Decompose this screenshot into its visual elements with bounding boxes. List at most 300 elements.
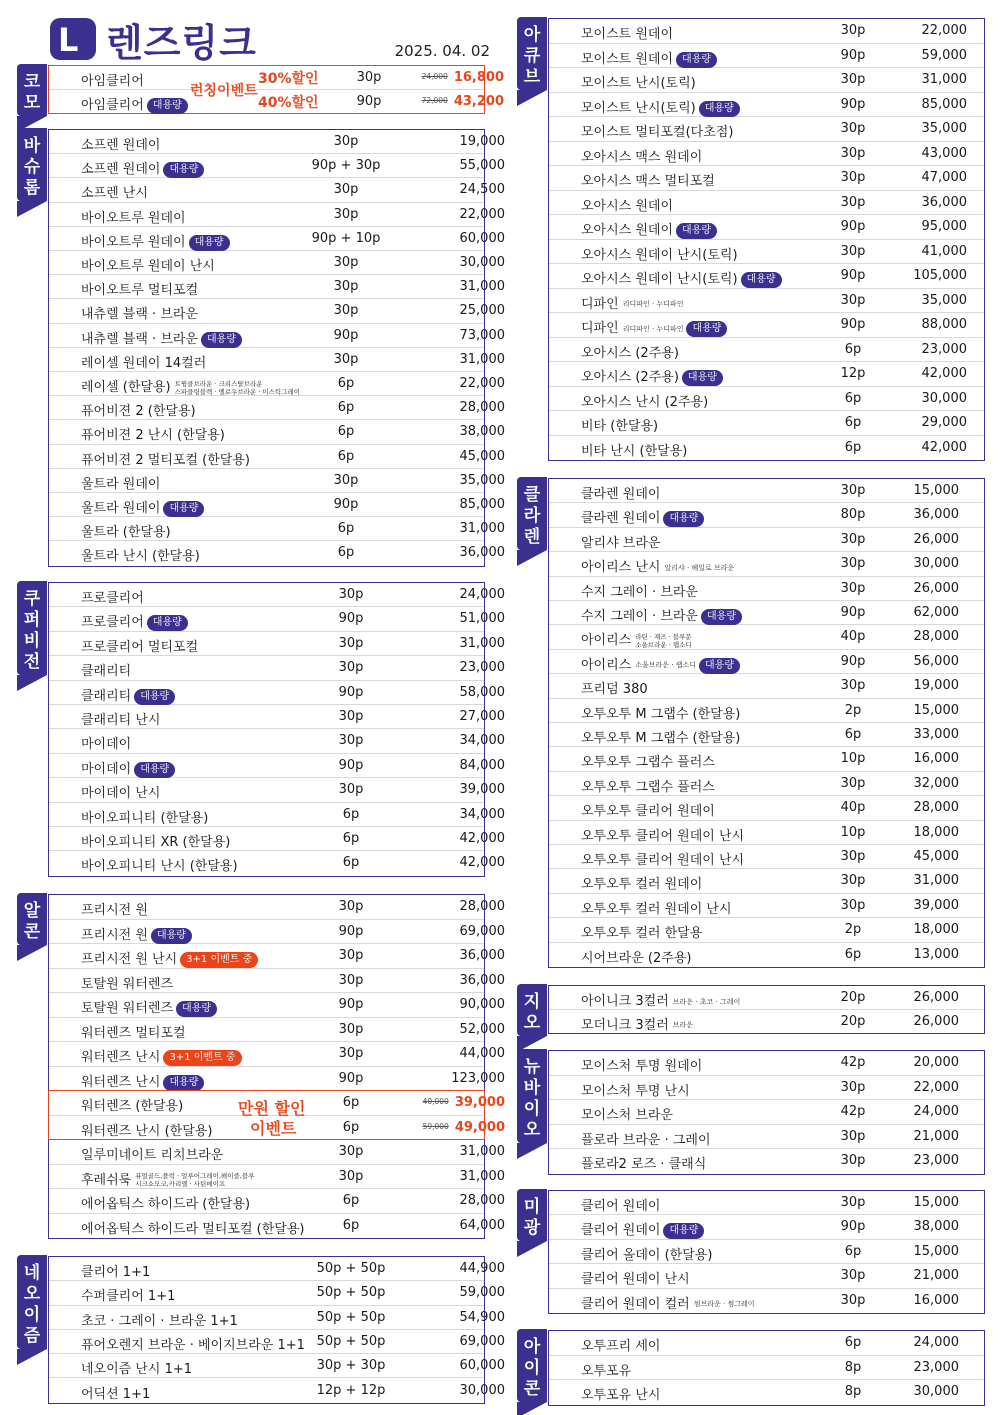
product-row bbox=[49, 130, 505, 154]
price-value: 23,000 bbox=[913, 1359, 959, 1375]
product-quantity: 30p bbox=[333, 255, 359, 270]
price-value: 26,000 bbox=[913, 531, 959, 547]
product-row bbox=[49, 275, 505, 299]
product-row bbox=[49, 803, 505, 827]
product-quantity: 30p bbox=[840, 1268, 866, 1284]
product-quantity: 90p bbox=[840, 268, 866, 283]
product-name bbox=[81, 1193, 250, 1212]
product-row bbox=[49, 1281, 505, 1305]
product-name-text: 아이니크 3컬러 bbox=[581, 994, 669, 1009]
price-value: 31,000 bbox=[459, 1144, 505, 1159]
product-name-text: 클라렌 원데이 bbox=[581, 511, 661, 527]
price-value: 31,000 bbox=[459, 521, 505, 537]
product-row bbox=[549, 1331, 984, 1356]
price-value: 52,000 bbox=[459, 1021, 505, 1037]
product-quantity: 6p bbox=[342, 831, 360, 846]
price-value: 73,000 bbox=[459, 327, 505, 343]
product-quantity: 10p bbox=[840, 824, 866, 840]
product-price bbox=[409, 1022, 505, 1037]
section-tab-miguang bbox=[517, 1189, 547, 1241]
section-tab-char: 오 bbox=[23, 1284, 41, 1304]
product-row bbox=[549, 552, 984, 576]
product-quantity: 30p bbox=[356, 70, 382, 85]
price-value: 35,000 bbox=[921, 121, 967, 136]
product-quantity: 2p bbox=[844, 922, 862, 938]
section-tab-char: 오 bbox=[523, 1013, 541, 1033]
product-quantity: 6p bbox=[337, 521, 355, 537]
product-row bbox=[549, 1289, 984, 1313]
price-value: 44,900 bbox=[459, 1261, 505, 1276]
product-name bbox=[81, 636, 198, 655]
product-name bbox=[81, 521, 171, 540]
product-price bbox=[409, 1193, 505, 1208]
product-row bbox=[549, 503, 984, 527]
product-name-text: 워터렌즈 멀티포컬 bbox=[81, 1025, 186, 1041]
product-name bbox=[581, 727, 740, 746]
price-value: 38,000 bbox=[913, 1219, 959, 1235]
product-name-text: 바이오피니티 (한달용) bbox=[81, 810, 209, 826]
section-tab-char: 슈 bbox=[23, 157, 41, 177]
product-row bbox=[549, 19, 984, 44]
product-name-text: 워터렌즈 난시 bbox=[81, 1074, 161, 1090]
product-quantity: 30p bbox=[840, 194, 866, 210]
product-row bbox=[49, 1214, 505, 1239]
product-price bbox=[409, 279, 505, 294]
section-tab-char: 콘 bbox=[523, 1379, 541, 1399]
product-name bbox=[581, 97, 740, 117]
header bbox=[50, 14, 490, 65]
product-price bbox=[867, 366, 967, 381]
product-name bbox=[581, 1195, 660, 1214]
product-price bbox=[409, 758, 505, 773]
product-name-text: 오아시스 (2주용) bbox=[581, 345, 679, 361]
product-quantity: 90p bbox=[840, 605, 866, 620]
price-value: 28,000 bbox=[913, 629, 959, 645]
product-quantity: 30p bbox=[840, 72, 866, 87]
price-value: 58,000 bbox=[459, 684, 505, 700]
product-quantity: 50p + 50p bbox=[316, 1309, 386, 1325]
price-value: 90,000 bbox=[459, 997, 505, 1012]
product-price bbox=[867, 1129, 959, 1144]
product-quantity: 50p + 50p bbox=[316, 1261, 386, 1276]
product-name-text: 내츄렐 블랙 · 브라운 bbox=[81, 307, 198, 323]
product-name-text: 클래리티 bbox=[81, 688, 132, 704]
product-price bbox=[419, 94, 504, 109]
product-row bbox=[549, 1149, 984, 1174]
product-price bbox=[409, 807, 505, 822]
product-price bbox=[409, 899, 505, 914]
bulk-badge: 대용량 bbox=[201, 332, 242, 348]
product-variants: 리디파인 · 누디파인 bbox=[622, 300, 684, 308]
product-quantity: 30p bbox=[338, 1168, 364, 1184]
product-name bbox=[581, 1384, 660, 1403]
section-tab-char: 콘 bbox=[23, 922, 41, 942]
section-tab-notch bbox=[517, 550, 547, 566]
product-quantity: 90p bbox=[840, 96, 866, 112]
product-quantity: 30p bbox=[338, 709, 364, 724]
product-name bbox=[581, 1080, 690, 1099]
product-row bbox=[49, 1165, 505, 1190]
product-name bbox=[581, 72, 696, 91]
product-row bbox=[549, 1264, 984, 1288]
product-price bbox=[409, 1383, 505, 1398]
bulk-badge: 대용량 bbox=[676, 52, 717, 68]
product-row bbox=[49, 920, 505, 945]
product-price bbox=[867, 121, 967, 136]
product-quantity: 6p bbox=[337, 376, 355, 391]
product-price bbox=[867, 849, 959, 864]
product-row bbox=[549, 1100, 984, 1125]
product-name bbox=[581, 195, 673, 214]
product-name bbox=[81, 948, 258, 968]
product-price bbox=[867, 440, 967, 455]
product-price bbox=[867, 483, 959, 498]
product-quantity: 42p bbox=[840, 1055, 866, 1070]
product-name bbox=[581, 317, 727, 337]
bulk-badge: 대용량 bbox=[699, 658, 740, 674]
product-row bbox=[49, 827, 505, 851]
product-quantity: 6p bbox=[844, 727, 862, 742]
product-price bbox=[867, 727, 959, 742]
product-row bbox=[549, 821, 984, 845]
product-row bbox=[49, 251, 505, 275]
product-name bbox=[581, 947, 691, 966]
bulk-badge: 대용량 bbox=[676, 223, 717, 239]
section-newvio bbox=[548, 1050, 985, 1175]
product-row bbox=[49, 729, 505, 753]
product-quantity: 90p bbox=[356, 93, 382, 109]
product-price bbox=[867, 219, 967, 234]
product-name bbox=[81, 611, 188, 631]
product-name-text: 클래리티 bbox=[81, 664, 132, 680]
price-value: 54,900 bbox=[459, 1309, 505, 1325]
product-name bbox=[81, 782, 160, 801]
product-name bbox=[581, 1153, 706, 1172]
product-name bbox=[581, 1219, 704, 1239]
product-price bbox=[409, 948, 505, 963]
product-row bbox=[549, 68, 984, 93]
product-price bbox=[867, 244, 967, 259]
product-variants: 알리샤 · 헤일로 브라운 bbox=[664, 563, 735, 572]
product-price bbox=[409, 328, 505, 343]
product-row bbox=[549, 117, 984, 142]
product-row bbox=[49, 1018, 505, 1043]
product-row bbox=[49, 705, 505, 729]
product-name-text: 워터렌즈 난시 bbox=[81, 1050, 161, 1065]
product-price bbox=[867, 1055, 959, 1070]
product-name-text: 울트라 (한달용) bbox=[81, 525, 171, 541]
product-quantity: 30p bbox=[338, 1021, 364, 1037]
product-price bbox=[409, 1144, 505, 1159]
product-quantity: 8p bbox=[844, 1359, 862, 1375]
product-row bbox=[549, 436, 984, 461]
product-name-text: 마이데이 bbox=[81, 737, 132, 753]
price-value: 31,000 bbox=[921, 72, 967, 87]
product-row bbox=[549, 313, 984, 338]
product-price bbox=[409, 1261, 505, 1276]
price-value: 23,000 bbox=[913, 1153, 959, 1169]
product-name bbox=[81, 1218, 304, 1237]
original-price: 24,000 bbox=[421, 72, 448, 81]
product-name bbox=[81, 997, 217, 1017]
product-price bbox=[867, 678, 959, 693]
product-name-text: 모이스처 투명 원데이 bbox=[581, 1059, 703, 1074]
section-tab-char: 아 bbox=[523, 1337, 541, 1357]
product-name-text: 울트라 원데이 bbox=[81, 476, 161, 492]
product-quantity: 6p bbox=[342, 855, 360, 871]
product-row bbox=[49, 203, 505, 227]
product-quantity: 40p bbox=[840, 629, 866, 645]
product-quantity: 30p bbox=[840, 678, 866, 694]
product-name-text: 마이데이 난시 bbox=[81, 786, 161, 802]
product-price bbox=[867, 268, 967, 283]
alcon-event-label-1: 만원 할인 bbox=[238, 1099, 306, 1118]
section-tab-char: 지 bbox=[523, 992, 541, 1012]
product-quantity: 30p bbox=[840, 775, 866, 791]
section-tab-char: 쿠 bbox=[23, 589, 41, 609]
section-tab-char: 전 bbox=[23, 652, 41, 672]
product-quantity: 30p bbox=[840, 483, 866, 498]
section-tab-notch bbox=[517, 1402, 547, 1415]
product-quantity: 30p bbox=[338, 660, 364, 676]
section-tab-notch bbox=[17, 675, 47, 691]
price-value: 49,000 bbox=[454, 1119, 505, 1135]
alcon-event-label-2: 이벤트 bbox=[250, 1119, 297, 1138]
price-value: 41,000 bbox=[921, 243, 967, 259]
product-name bbox=[81, 449, 250, 468]
product-price bbox=[867, 195, 967, 210]
product-quantity: 6p bbox=[337, 545, 355, 561]
price-value: 35,000 bbox=[459, 472, 505, 488]
product-quantity: 30p bbox=[338, 899, 364, 914]
section-tab-komo bbox=[17, 64, 47, 116]
bulk-badge: 대용량 bbox=[663, 1223, 704, 1239]
product-name bbox=[81, 758, 175, 778]
product-variants: 소울브라운 · 랩소디 bbox=[635, 661, 697, 670]
product-name bbox=[581, 703, 740, 722]
section-tab-neo bbox=[17, 1255, 47, 1349]
price-value: 13,000 bbox=[913, 946, 959, 962]
product-price bbox=[867, 1293, 959, 1308]
product-quantity: 6p bbox=[337, 400, 355, 416]
product-name-text: 어딕션 1+1 bbox=[81, 1386, 151, 1402]
section-miguang bbox=[548, 1190, 985, 1314]
product-name-text: 클리어 1+1 bbox=[81, 1265, 151, 1280]
section-tab-char: 라 bbox=[523, 506, 541, 526]
product-name bbox=[81, 1144, 223, 1163]
product-name bbox=[581, 146, 702, 165]
product-name-text: 모이스트 멀티포컬(다초점) bbox=[581, 125, 734, 140]
product-name bbox=[581, 1268, 690, 1287]
product-quantity: 30p bbox=[338, 635, 364, 651]
product-quantity: 30p bbox=[840, 1153, 866, 1169]
product-name bbox=[81, 1310, 238, 1329]
product-price bbox=[867, 1384, 959, 1399]
product-name-text: 퓨어비젼 2 (한달용) bbox=[81, 404, 196, 420]
price-value: 88,000 bbox=[921, 317, 967, 332]
product-price bbox=[409, 1046, 505, 1061]
price-value: 30,000 bbox=[459, 255, 505, 270]
product-quantity: 6p bbox=[342, 1217, 360, 1233]
event-badge: 3+1 이벤트 중 bbox=[163, 1050, 241, 1066]
product-row bbox=[549, 845, 984, 869]
price-value: 28,000 bbox=[459, 400, 505, 416]
product-name-text: 수지 그레이 · 브라운 bbox=[581, 609, 698, 624]
product-name-text: 바이오트루 원데이 난시 bbox=[81, 259, 215, 274]
product-price bbox=[409, 207, 505, 222]
product-price bbox=[409, 497, 505, 512]
price-value: 26,000 bbox=[913, 580, 959, 596]
product-name-text: 퓨어비젼 2 멀티포컬 (한달용) bbox=[81, 452, 250, 468]
price-value: 26,000 bbox=[913, 990, 959, 1005]
product-price bbox=[867, 898, 959, 913]
product-row bbox=[549, 1356, 984, 1381]
product-price bbox=[867, 703, 959, 718]
section-neo bbox=[48, 1256, 505, 1404]
product-variants bbox=[635, 633, 691, 649]
product-name-text: 아이리스 난시 bbox=[581, 560, 661, 576]
product-name-text: 일루미네이트 리치브라운 bbox=[81, 1148, 224, 1163]
product-quantity: 12p + 12p bbox=[316, 1382, 386, 1398]
bulk-badge: 대용량 bbox=[741, 272, 782, 288]
product-price bbox=[409, 400, 505, 415]
product-name bbox=[81, 973, 173, 992]
product-row bbox=[549, 894, 984, 918]
product-price bbox=[867, 1153, 959, 1168]
price-value: 22,000 bbox=[921, 23, 967, 38]
product-quantity: 80p bbox=[840, 507, 866, 523]
product-quantity: 30p bbox=[840, 873, 866, 889]
product-quantity: 30p bbox=[338, 1144, 364, 1159]
product-quantity: 50p + 50p bbox=[316, 1285, 386, 1301]
product-row bbox=[549, 625, 984, 649]
product-quantity: 90p bbox=[840, 47, 866, 63]
product-row bbox=[549, 723, 984, 747]
product-price bbox=[409, 733, 505, 748]
product-name-text: 프로클리어 멀티포컬 bbox=[81, 639, 199, 655]
product-row bbox=[49, 778, 505, 802]
product-price bbox=[409, 660, 505, 675]
product-row bbox=[49, 851, 505, 875]
product-name bbox=[581, 629, 692, 649]
product-name bbox=[581, 342, 679, 361]
product-row bbox=[549, 650, 984, 674]
product-name-text: 클리어 원데이 난시 bbox=[581, 1272, 690, 1288]
section-tab-char: 광 bbox=[523, 1218, 541, 1238]
section-tab-char: 오 bbox=[523, 1120, 541, 1140]
product-name bbox=[81, 328, 242, 348]
bulk-badge: 대용량 bbox=[163, 162, 204, 178]
product-name-text: 레이셀 원데이 14컬러 bbox=[81, 355, 207, 371]
product-name bbox=[81, 807, 208, 826]
product-name bbox=[81, 303, 198, 322]
bulk-badge: 대용량 bbox=[699, 101, 740, 117]
product-quantity: 90p + 10p bbox=[311, 230, 381, 246]
product-row bbox=[49, 396, 505, 420]
product-quantity: 90p bbox=[840, 317, 866, 332]
product-price bbox=[409, 521, 505, 536]
product-variant-line: 소울브라운 · 랩소디 bbox=[635, 640, 692, 649]
section-tab-char: 알 bbox=[23, 901, 41, 921]
price-value: 26,000 bbox=[913, 1013, 959, 1029]
product-name bbox=[581, 1129, 711, 1148]
price-value: 60,000 bbox=[459, 1358, 505, 1374]
product-row bbox=[49, 1257, 505, 1281]
product-name bbox=[581, 268, 782, 288]
product-name bbox=[81, 587, 144, 606]
product-name-text: 수지 그레이 · 브라운 bbox=[581, 584, 698, 600]
product-quantity: 30p bbox=[333, 279, 359, 295]
section-tab-bausch bbox=[17, 128, 47, 201]
product-name-text: 오투오투 그랩수 플러스 bbox=[581, 779, 715, 795]
product-row bbox=[549, 1051, 984, 1076]
price-value: 85,000 bbox=[921, 96, 967, 112]
price-value: 43,200 bbox=[453, 93, 504, 109]
bulk-badge: 대용량 bbox=[147, 615, 188, 631]
product-quantity: 90p bbox=[338, 757, 364, 773]
product-row bbox=[49, 420, 505, 444]
product-price bbox=[867, 800, 959, 815]
price-value: 55,000 bbox=[459, 158, 505, 174]
product-row bbox=[549, 1010, 984, 1034]
product-name-text: 바이오트루 멀티포컬 bbox=[81, 283, 199, 299]
product-name bbox=[81, 855, 238, 874]
price-value: 47,000 bbox=[921, 170, 967, 185]
product-quantity: 90p + 30p bbox=[311, 158, 381, 174]
product-row bbox=[49, 1354, 505, 1378]
product-name bbox=[581, 654, 740, 674]
product-price bbox=[867, 947, 959, 962]
product-name-text: 아이리스 bbox=[581, 633, 632, 649]
product-quantity: 6p bbox=[844, 1243, 862, 1259]
product-price bbox=[409, 352, 505, 367]
product-name-text: 모이스트 원데이 bbox=[581, 51, 674, 67]
product-name-text: 클리어 원데이 bbox=[581, 1199, 661, 1214]
product-quantity: 6p bbox=[337, 448, 355, 464]
product-name bbox=[581, 483, 660, 502]
product-name-text: 초코 · 그레이 · 브라운 1+1 bbox=[81, 1313, 238, 1329]
section-tab-notch bbox=[17, 945, 47, 961]
section-tab-acuvue bbox=[517, 17, 547, 90]
product-quantity: 90p bbox=[338, 611, 364, 627]
product-price bbox=[409, 1285, 505, 1300]
product-price bbox=[867, 1080, 959, 1095]
product-name bbox=[581, 1014, 693, 1033]
product-name bbox=[581, 898, 732, 917]
product-quantity: 90p bbox=[333, 497, 359, 512]
section-icon bbox=[548, 1330, 985, 1406]
product-quantity: 30p bbox=[333, 303, 359, 319]
product-price bbox=[867, 873, 959, 888]
product-variants: 브라운 · 초코 · 그레이 bbox=[672, 997, 741, 1006]
section-tab-geo bbox=[517, 984, 547, 1036]
product-name-text: 플로라 브라운 · 그레이 bbox=[581, 1132, 711, 1148]
komo-event-label: 런칭이벤트 bbox=[190, 83, 258, 99]
product-row bbox=[49, 541, 505, 565]
product-variant-line: 트윙클브라운 · 크리스탈브라운 bbox=[174, 379, 263, 388]
section-tab-char: 이 bbox=[23, 1305, 41, 1325]
section-tab-char: 모 bbox=[23, 93, 41, 113]
price-value: 24,000 bbox=[913, 1335, 959, 1350]
brand-name: 렌즈링크 bbox=[106, 21, 257, 65]
product-price bbox=[409, 782, 505, 797]
product-price bbox=[867, 97, 967, 112]
logo-icon bbox=[50, 18, 96, 60]
product-row bbox=[549, 1240, 984, 1264]
product-price bbox=[867, 1014, 959, 1029]
price-value: 22,000 bbox=[913, 1079, 959, 1095]
product-row bbox=[49, 583, 505, 607]
